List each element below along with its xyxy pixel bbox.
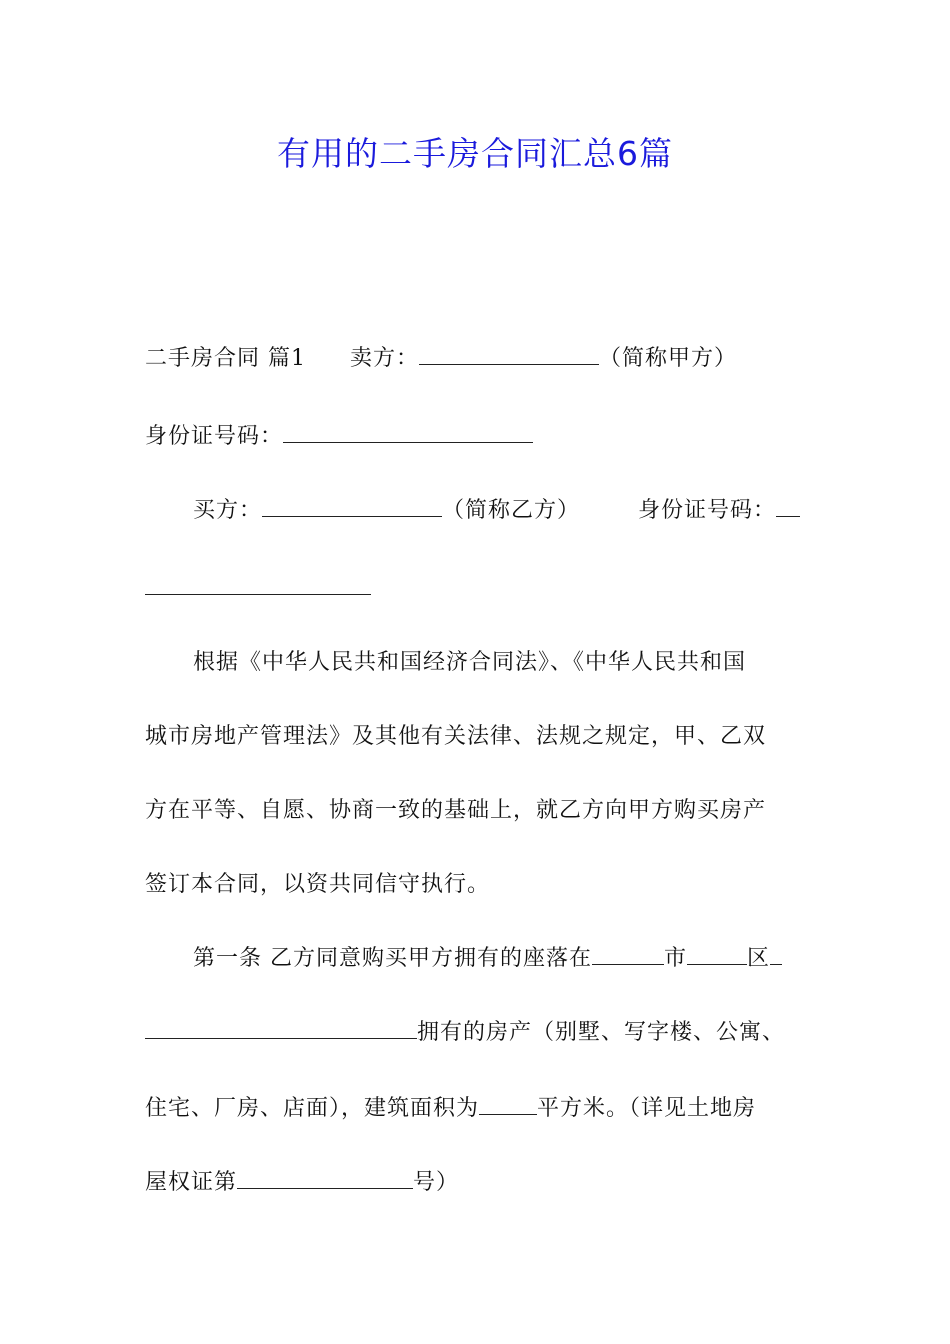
seller-label: 卖方： xyxy=(350,346,420,371)
article-one-line xyxy=(145,1094,810,1124)
seller-id-blank[interactable] xyxy=(283,422,533,443)
buyer-name-blank[interactable] xyxy=(262,496,442,517)
certificate-end: 号） xyxy=(413,1170,460,1195)
address-blank[interactable] xyxy=(145,1018,417,1039)
buyer-id-blank[interactable] xyxy=(145,574,371,595)
buyer-id-blank-start[interactable] xyxy=(776,496,800,517)
area-text: 住宅、厂房、店面），建筑面积为 xyxy=(145,1096,480,1121)
area-unit-text: 平方米。（详见土地房 xyxy=(537,1096,757,1121)
seller-id-label: 身份证号码： xyxy=(145,424,284,449)
address-blank-start[interactable] xyxy=(770,944,782,965)
article-one-line xyxy=(193,944,858,974)
paragraph-line: 根据《中华人民共和国经济合同法》、《中华人民共和国 xyxy=(193,650,747,675)
buyer-abbrev: （简称乙方） xyxy=(442,498,581,523)
district-blank[interactable] xyxy=(687,944,747,965)
article-one-line xyxy=(145,1168,810,1198)
seller-line xyxy=(145,344,810,374)
seller-abbrev: （简称甲方） xyxy=(599,346,738,371)
paragraph-line: 城市房地产管理法》及其他有关法律、法规之规定，甲、乙双 xyxy=(145,724,767,749)
section-heading: 二手房合同 篇1 xyxy=(145,346,306,371)
buyer-id-label: 身份证号码： xyxy=(638,498,777,523)
certificate-text: 屋权证第 xyxy=(145,1170,238,1195)
area-blank[interactable] xyxy=(479,1094,537,1115)
district-label: 区 xyxy=(747,946,771,971)
paragraph-line: 签订本合同，以资共同信守执行。 xyxy=(145,872,491,897)
seller-id-line xyxy=(145,422,810,452)
paragraph-line: 方在平等、自愿、协商一致的基础上，就乙方向甲方购买房产 xyxy=(145,798,767,823)
document-title: 有用的二手房合同汇总6篇 xyxy=(277,134,673,173)
city-label: 市 xyxy=(664,946,688,971)
article-one-text: 第一条 乙方同意购买甲方拥有的座落在 xyxy=(193,946,592,971)
certificate-blank[interactable] xyxy=(237,1168,413,1189)
buyer-id-continuation xyxy=(145,574,810,604)
buyer-label: 买方： xyxy=(193,498,263,523)
article-one-line xyxy=(145,1018,810,1048)
seller-name-blank[interactable] xyxy=(419,344,599,365)
buyer-line xyxy=(193,496,858,526)
city-blank[interactable] xyxy=(592,944,664,965)
property-type-text: 拥有的房产（别墅、写字楼、公寓、 xyxy=(417,1020,786,1045)
